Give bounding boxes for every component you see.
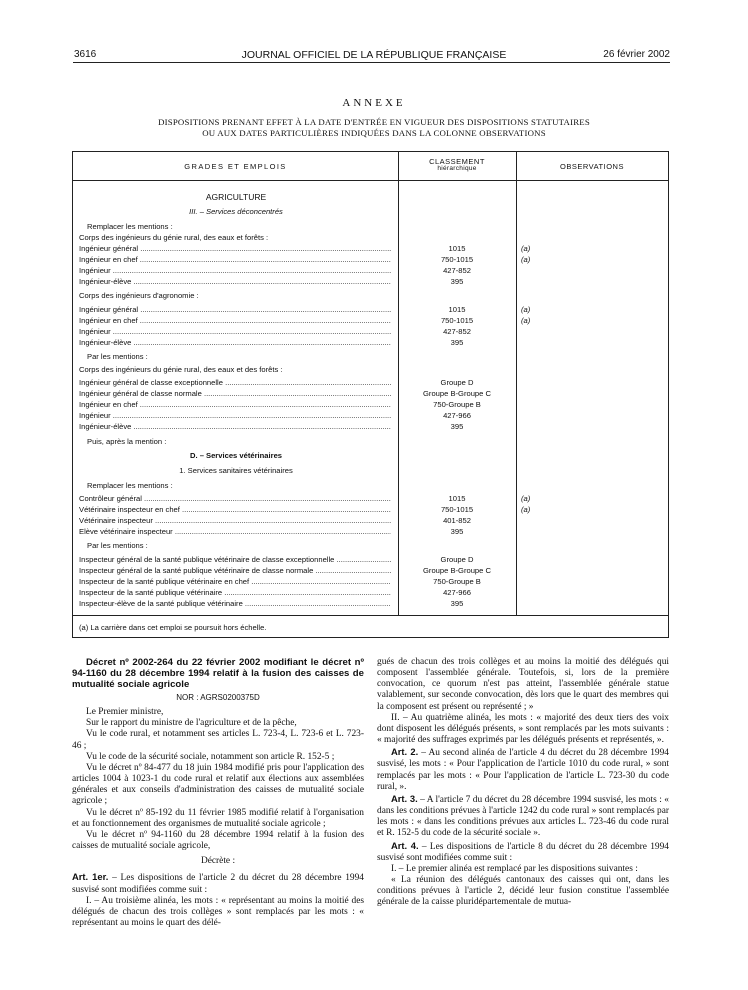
observation-note: (a)	[521, 255, 531, 264]
table-footnote: (a) La carrière dans cet emploi se poursuit hors échelle.	[79, 623, 267, 632]
section-veterinaires: D. – Services vétérinaires	[189, 451, 283, 460]
annex-table	[72, 151, 669, 638]
remplacer-mentions-2: Remplacer les mentions :	[87, 481, 173, 490]
classement-value: 395	[450, 338, 464, 347]
article-3	[377, 793, 669, 840]
col-header-observations: OBSERVATIONS	[560, 162, 624, 171]
header-rule	[73, 62, 670, 63]
decree-paragraph: Vu le code de la sécurité sociale, notamment son article R. 152-5 ;	[86, 751, 335, 762]
classement-value: 395	[450, 527, 464, 536]
article-2-heading: Art. 2.	[391, 746, 419, 758]
decree-paragraph: Sur le rapport du ministre de l'agriculture et de la pêche,	[86, 718, 297, 729]
article-2-text: – Au second alinéa de l'article 4 du décret du 28 décembre 1994 susvisé, les mots : « Pour l'application de l'article 1010 du code rural, » sont remplacés par les mots : « Pour l'application de l'article L. 723-30 du code rural, ».	[377, 748, 669, 792]
decree-title: Décret nº 2002-264 du 22 février 2002 modifiant le décret nº 94-1160 du 28 décembre 1994 relatif à la fusion des caisses de mutualité sociale agricole	[72, 657, 364, 690]
classement-value: 750-Groupe B	[433, 400, 481, 409]
annex-title: ANNEXE	[342, 97, 406, 109]
decree-paragraph: II. – Au quatrième alinéa, les mots : « majorité des deux tiers des voix dont disposent les délégués présents, » sont remplacés par les mots suivants : « majorité des suffrages exprimés par les délégués présents et représentés, ».	[377, 712, 669, 746]
classement-value: 427-966	[443, 411, 471, 420]
table-row: Ingénieur en chef .....	[79, 315, 391, 326]
table-row: Ingénieur-élève .....	[79, 276, 391, 287]
table-row: Ingénieur .....	[79, 410, 391, 421]
decree-paragraph: Vu le décret nº 84-477 du 18 juin 1984 modifié pris pour l'application des articles 1004 à 1023-1 du code rural et relatif aux élections aux assemblées générales et aux conseils d'administration des caisses de mutualité sociale agricole ;	[72, 762, 364, 807]
table-row: Ingénieur en chef .....	[79, 399, 391, 410]
table-row: Ingénieur général de classe normale .....	[79, 388, 391, 399]
article-2	[377, 746, 669, 793]
classement-value: 750-1015	[440, 505, 474, 514]
decree-paragraph: Le Premier ministre,	[86, 707, 164, 718]
section-veterinaires-sub: 1. Services sanitaires vétérinaires	[179, 466, 293, 475]
annex-subtitle-line1: DISPOSITIONS PRENANT EFFET À LA DATE D'ENTRÉE EN VIGUEUR DES DISPOSITIONS STATUTAIRES	[158, 117, 590, 127]
table-row: Elève vétérinaire inspecteur .....	[79, 526, 391, 537]
par-les-mentions-1: Par les mentions :	[87, 352, 148, 361]
col-header-classement: CLASSEMENT	[429, 157, 485, 166]
classement-value: 1015	[448, 305, 466, 314]
decree-nor: NOR : AGRS0200375D	[176, 693, 260, 702]
observation-note: (a)	[521, 305, 531, 314]
classement-value: Groupe D	[440, 555, 474, 564]
classement-value: Groupe D	[440, 378, 474, 387]
article-3-text: – A l'article 7 du décret du 28 décembre 1994 susvisé, les mots : « dans les conditions prévues à l'article 1242 du code rural » sont remplacés par les mots : « dans les conditions prévues aux articles L. 723-46 du code rural et R. 152-5 du code de la sécurité sociale ».	[377, 794, 669, 839]
table-row: Ingénieur général de classe exceptionnelle .....	[79, 377, 391, 388]
remplacer-mentions-1: Remplacer les mentions :	[87, 222, 173, 231]
classement-value: 1015	[448, 244, 466, 253]
col-header-classement-sub: hiérarchique	[437, 165, 477, 172]
table-row: Inspecteur de la santé publique vétérinaire en chef .....	[79, 576, 391, 587]
observation-note: (a)	[521, 494, 531, 503]
classement-value: Groupe B-Groupe C	[423, 389, 491, 398]
journal-title: JOURNAL OFFICIEL DE LA RÉPUBLIQUE FRANÇAISE	[241, 49, 507, 61]
table-row: Ingénieur-élève .....	[79, 421, 391, 432]
decree-paragraph: gués de chacun des trois collèges et au moins la moitié des délégués qui composent l'assemblée générale. Toutefois, si, lors de la première convocation, ce quorum n'est pas atteint, l'assemblée générale statue valablement, sur seconde convocation, dès lors que le quart des membres qui la composent est présent ou représenté ; »	[377, 657, 669, 712]
table-row: Ingénieur .....	[79, 265, 391, 276]
classement-value: Groupe B-Groupe C	[423, 566, 491, 575]
classement-value: 395	[450, 422, 464, 431]
decree-paragraph: I. – Le premier alinéa est remplacé par les dispositions suivantes :	[391, 863, 638, 874]
par-les-mentions-2: Par les mentions :	[87, 541, 148, 550]
classement-value: 401-852	[443, 516, 471, 525]
annex-subtitle	[0, 117, 748, 139]
article-4-text: – Les dispositions de l'article 8 du décret du 28 décembre 1994 susvisé sont modifiées comme suit :	[377, 841, 669, 863]
page-number: 3616	[74, 49, 97, 60]
classement-value: 395	[450, 599, 464, 608]
article-4-heading: Art. 4.	[391, 839, 419, 851]
classement-value: 427-852	[443, 327, 471, 336]
classement-value: 427-966	[443, 588, 471, 597]
table-row: Vétérinaire inspecteur .....	[79, 515, 391, 526]
article-1	[72, 871, 364, 895]
table-row: Contrôleur général .....	[79, 493, 391, 504]
decree-paragraph: « La réunion des délégués cantonaux des caisses qui ont, dans les conditions prévues à l'article 2, décidé leur fusion constitue l'assemblée générale de la caisse pluridépartementale de mutua-	[377, 874, 669, 908]
table-row: Inspecteur-élève de la santé publique vétérinaire .....	[79, 598, 391, 609]
table-row: Inspecteur général de la santé publique vétérinaire de classe normale .....	[79, 565, 391, 576]
table-row: Ingénieur général .....	[79, 243, 391, 254]
corps-genie-rural: Corps des ingénieurs du génie rural, des eaux et forêts :	[79, 233, 269, 242]
article-1-heading: Art. 1er.	[72, 871, 109, 883]
article-1-text: – Les dispositions de l'article 2 du décret du 28 décembre 1994 susvisé sont modifiées comme suit :	[72, 873, 364, 895]
column-divider-2	[516, 152, 517, 616]
observation-note: (a)	[521, 505, 531, 514]
article-3-heading: Art. 3.	[391, 792, 418, 804]
table-row: Ingénieur général .....	[79, 304, 391, 315]
decree-paragraph: Vu le décret nº 85-192 du 11 février 1985 modifié relatif à l'organisation et au fonctionnement des organismes de mutualité sociale agricole ;	[72, 807, 364, 829]
classement-value: 750-1015	[440, 316, 474, 325]
table-row: Inspecteur de la santé publique vétérinaire .....	[79, 587, 391, 598]
table-row: Inspecteur général de la santé publique vétérinaire de classe exceptionnelle .....	[79, 554, 391, 565]
footnote-rule	[73, 615, 668, 616]
classement-value: 395	[450, 277, 464, 286]
decree-paragraph: Vu le décret nº 94-1160 du 28 décembre 1994 relatif à la fusion des caisses de mutualité sociale agricole,	[72, 829, 364, 852]
annex-subtitle-line2: OU AUX DATES PARTICULIÈRES INDIQUÉES DANS LA COLONNE OBSERVATIONS	[202, 128, 546, 138]
section-agriculture: AGRICULTURE	[205, 192, 267, 202]
observation-note: (a)	[521, 316, 531, 325]
observation-note: (a)	[521, 244, 531, 253]
table-row: Ingénieur-élève .....	[79, 337, 391, 348]
article-4	[377, 840, 669, 864]
corps-agronomie: Corps des ingénieurs d'agronomie :	[79, 291, 199, 300]
puis-apres: Puis, après la mention :	[87, 437, 167, 446]
classement-value: 1015	[448, 494, 466, 503]
publication-date: 26 février 2002	[603, 49, 670, 60]
corps-genie-rural-2: Corps des ingénieurs du génie rural, des eaux et des forêts :	[79, 365, 283, 374]
table-row: Ingénieur .....	[79, 326, 391, 337]
classement-value: 750-Groupe B	[433, 577, 481, 586]
header-row-rule	[73, 180, 668, 181]
decree-left-column	[72, 657, 364, 929]
table-row: Ingénieur en chef .....	[79, 254, 391, 265]
decrete-label: Décrète :	[200, 856, 236, 867]
classement-value: 750-1015	[440, 255, 474, 264]
table-row: Vétérinaire inspecteur en chef .....	[79, 504, 391, 515]
decree-paragraph: Vu le code rural, et notamment ses articles L. 723-4, L. 723-6 et L. 723-46 ;	[72, 729, 364, 751]
classement-value: 427-852	[443, 266, 471, 275]
decree-paragraph: I. – Au troisième alinéa, les mots : « représentant au moins la moitié des délégués de chacun des trois collèges » sont remplacés par les mots : « représentant au moins le quart des délé-	[72, 895, 364, 928]
col-header-grades: GRADES ET EMPLOIS	[184, 162, 287, 171]
decree-right-column	[377, 657, 669, 908]
section-agriculture-sub: III. – Services déconcentrés	[189, 207, 283, 216]
